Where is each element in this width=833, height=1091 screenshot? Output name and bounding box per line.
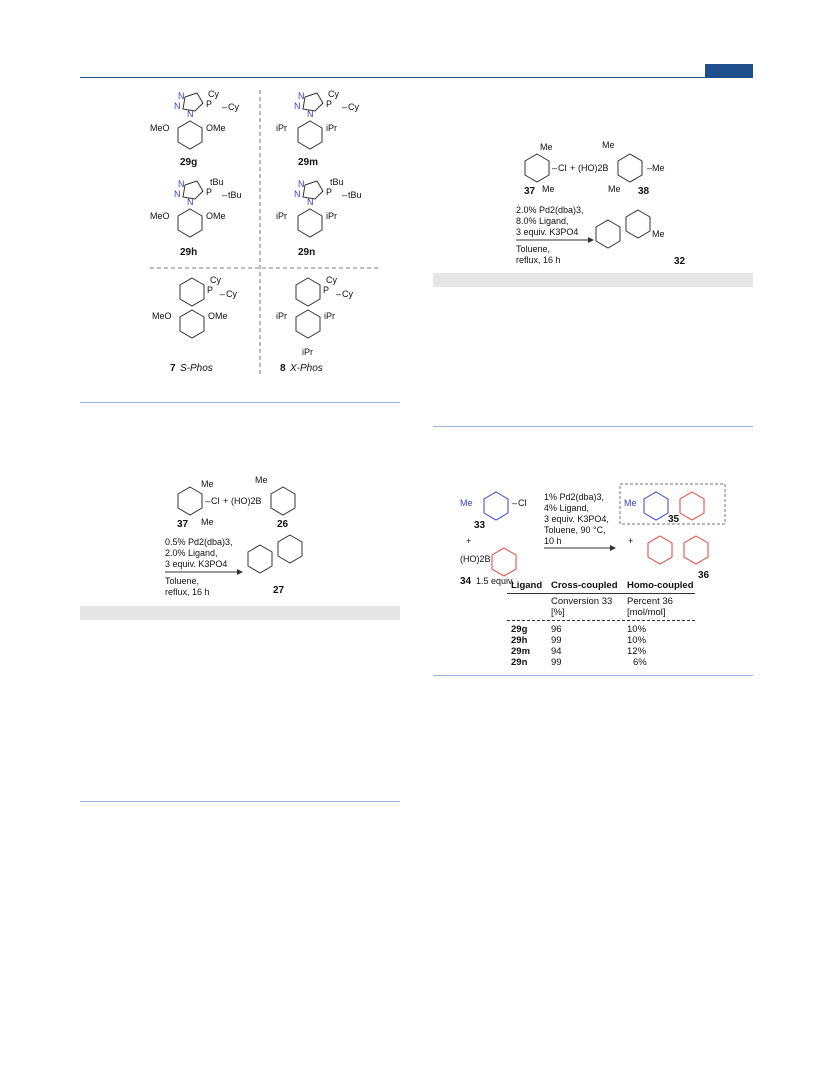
svg-text:2.0% Ligand,: 2.0% Ligand,: [165, 548, 218, 558]
header-rule: [80, 77, 753, 78]
svg-text:(HO)2B: (HO)2B: [460, 554, 491, 564]
svg-text:Cy: Cy: [210, 275, 221, 285]
svg-text:iPr: iPr: [326, 123, 337, 133]
row-pct: 10%: [627, 624, 647, 635]
results-table: [507, 580, 697, 672]
svg-text:N: N: [174, 189, 181, 199]
svg-text:MeO: MeO: [150, 211, 170, 221]
svg-text:Me: Me: [608, 184, 621, 194]
section-rule: [80, 801, 400, 802]
svg-text:+: +: [223, 496, 229, 506]
svg-text:8.0% Ligand,: 8.0% Ligand,: [516, 216, 569, 226]
svg-text:iPr: iPr: [302, 347, 313, 357]
svg-text:–: –: [647, 163, 653, 173]
svg-text:S-Phos: S-Phos: [180, 363, 213, 374]
svg-text:38: 38: [638, 186, 650, 197]
ligand-29g: [150, 89, 239, 168]
svg-text:26: 26: [277, 519, 289, 530]
svg-text:Me: Me: [201, 479, 214, 489]
section-rule: [80, 402, 400, 403]
svg-text:3 equiv. K3PO4: 3 equiv. K3PO4: [516, 227, 579, 237]
svg-text:Me: Me: [542, 184, 555, 194]
svg-text:36: 36: [698, 570, 710, 581]
svg-text:7: 7: [170, 363, 176, 374]
col-header-homo: Homo-coupled: [627, 580, 694, 591]
svg-text:tBu: tBu: [210, 177, 224, 187]
svg-text:P: P: [326, 187, 333, 197]
svg-text:Me: Me: [652, 163, 665, 173]
svg-text:P: P: [206, 99, 213, 109]
svg-text:Cy: Cy: [328, 89, 339, 99]
svg-text:Cy: Cy: [228, 102, 239, 112]
svg-text:Cy: Cy: [342, 289, 353, 299]
svg-text:Cl: Cl: [211, 496, 220, 506]
svg-text:–: –: [220, 289, 226, 299]
svg-text:N: N: [298, 91, 305, 101]
svg-text:Cy: Cy: [348, 102, 359, 112]
row-conv: 99: [551, 657, 562, 668]
svg-text:Me: Me: [460, 498, 473, 508]
svg-text:iPr: iPr: [276, 211, 287, 221]
table-header-bar: [80, 606, 400, 620]
svg-text:(HO)2B: (HO)2B: [231, 496, 262, 506]
svg-text:29m: 29m: [298, 157, 319, 168]
svg-text:29n: 29n: [298, 247, 316, 258]
svg-text:N: N: [187, 197, 194, 207]
svg-text:10 h: 10 h: [544, 536, 562, 546]
svg-text:N: N: [187, 109, 194, 119]
svg-text:P: P: [206, 187, 213, 197]
svg-text:29g: 29g: [180, 157, 198, 168]
svg-text:iPr: iPr: [326, 211, 337, 221]
svg-text:Cl: Cl: [558, 163, 567, 173]
svg-text:N: N: [174, 101, 181, 111]
scheme-27: [165, 475, 315, 605]
section-rule: [433, 675, 753, 676]
svg-text:Me: Me: [602, 140, 615, 150]
svg-text:Toluene,: Toluene,: [516, 244, 551, 254]
ligand-29h: [150, 177, 242, 258]
svg-text:OMe: OMe: [206, 123, 226, 133]
svg-text:32: 32: [674, 256, 686, 267]
row-pct: 12%: [627, 646, 647, 657]
svg-text:Me: Me: [255, 475, 268, 485]
svg-text:N: N: [294, 101, 301, 111]
svg-text:iPr: iPr: [276, 123, 287, 133]
row-ligand: 29h: [511, 635, 528, 646]
row-conv: 94: [551, 646, 562, 657]
svg-text:P: P: [207, 285, 214, 295]
svg-text:–: –: [512, 498, 518, 508]
svg-text:N: N: [307, 197, 314, 207]
svg-text:tBu: tBu: [228, 190, 242, 200]
row-conv: 96: [551, 624, 562, 635]
row-pct: 6%: [633, 657, 647, 668]
svg-text:iPr: iPr: [276, 311, 287, 321]
svg-text:3 equiv. K3PO4,: 3 equiv. K3PO4,: [544, 514, 609, 524]
subheader-conversion: Conversion 33: [551, 596, 613, 607]
svg-text:reflux, 16 h: reflux, 16 h: [516, 255, 561, 265]
svg-text:34: 34: [460, 576, 472, 587]
svg-text:P: P: [326, 99, 333, 109]
svg-text:OMe: OMe: [208, 311, 228, 321]
table-header-bar: [433, 273, 753, 287]
header-tab: [705, 64, 753, 77]
unit-percent: [%]: [551, 607, 565, 618]
svg-text:–: –: [222, 190, 228, 200]
svg-text:–: –: [222, 102, 228, 112]
unit-molmol: [mol/mol]: [627, 607, 666, 618]
svg-text:reflux, 16 h: reflux, 16 h: [165, 587, 210, 597]
svg-text:OMe: OMe: [206, 211, 226, 221]
ligand-xphos: [276, 275, 353, 374]
ligand-29m: [276, 89, 359, 168]
svg-text:37: 37: [177, 519, 189, 530]
svg-text:Toluene, 90 °C,: Toluene, 90 °C,: [544, 525, 606, 535]
svg-text:+: +: [466, 536, 472, 546]
row-pct: 10%: [627, 635, 647, 646]
svg-text:33: 33: [474, 520, 486, 531]
svg-text:3 equiv. K3PO4: 3 equiv. K3PO4: [165, 559, 228, 569]
svg-text:iPr: iPr: [324, 311, 335, 321]
col-header-cross: Cross-coupled: [551, 580, 618, 591]
svg-text:(HO)2B: (HO)2B: [578, 163, 609, 173]
svg-text:tBu: tBu: [330, 177, 344, 187]
section-rule: [433, 426, 753, 427]
svg-text:2.0% Pd2(dba)3,: 2.0% Pd2(dba)3,: [516, 205, 584, 215]
svg-text:Cy: Cy: [208, 89, 219, 99]
svg-text:Me: Me: [624, 498, 637, 508]
svg-text:–: –: [342, 190, 348, 200]
svg-text:N: N: [307, 109, 314, 119]
row-ligand: 29g: [511, 624, 528, 635]
row-conv: 99: [551, 635, 562, 646]
svg-text:+: +: [628, 536, 634, 546]
row-ligand: 29m: [511, 646, 531, 657]
svg-text:Toluene,: Toluene,: [165, 576, 200, 586]
svg-text:29h: 29h: [180, 247, 198, 258]
col-header-ligand: Ligand: [511, 580, 543, 591]
svg-text:MeO: MeO: [150, 123, 170, 133]
svg-text:–: –: [342, 102, 348, 112]
svg-text:8: 8: [280, 363, 286, 374]
svg-text:+: +: [570, 163, 576, 173]
subheader-percent: Percent 36: [627, 596, 673, 607]
svg-text:4% Ligand,: 4% Ligand,: [544, 503, 590, 513]
svg-text:–: –: [552, 163, 558, 173]
ligand-sphos: [152, 275, 237, 374]
svg-text:1% Pd2(dba)3,: 1% Pd2(dba)3,: [544, 492, 605, 502]
svg-text:MeO: MeO: [152, 311, 172, 321]
ligand-structures-figure: [140, 85, 390, 385]
svg-text:N: N: [178, 91, 185, 101]
svg-text:37: 37: [524, 186, 536, 197]
scheme-32: [512, 140, 686, 270]
ligand-29n: [276, 177, 362, 258]
svg-text:1.5 equiv.: 1.5 equiv.: [476, 576, 515, 586]
scheme-35: [460, 482, 730, 592]
svg-text:35: 35: [668, 514, 680, 525]
svg-text:27: 27: [273, 585, 285, 596]
svg-text:Cy: Cy: [326, 275, 337, 285]
svg-text:X-Phos: X-Phos: [290, 363, 323, 374]
svg-text:0.5% Pd2(dba)3,: 0.5% Pd2(dba)3,: [165, 537, 233, 547]
svg-text:N: N: [294, 189, 301, 199]
svg-text:Me: Me: [201, 517, 214, 527]
svg-text:N: N: [298, 179, 305, 189]
svg-text:tBu: tBu: [348, 190, 362, 200]
svg-text:Me: Me: [652, 229, 665, 239]
svg-text:Cy: Cy: [226, 289, 237, 299]
svg-text:Me: Me: [540, 142, 553, 152]
row-ligand: 29n: [511, 657, 528, 668]
svg-text:–: –: [205, 496, 211, 506]
svg-text:–: –: [336, 289, 342, 299]
svg-text:P: P: [323, 285, 330, 295]
svg-text:N: N: [178, 179, 185, 189]
svg-text:Cl: Cl: [518, 498, 527, 508]
